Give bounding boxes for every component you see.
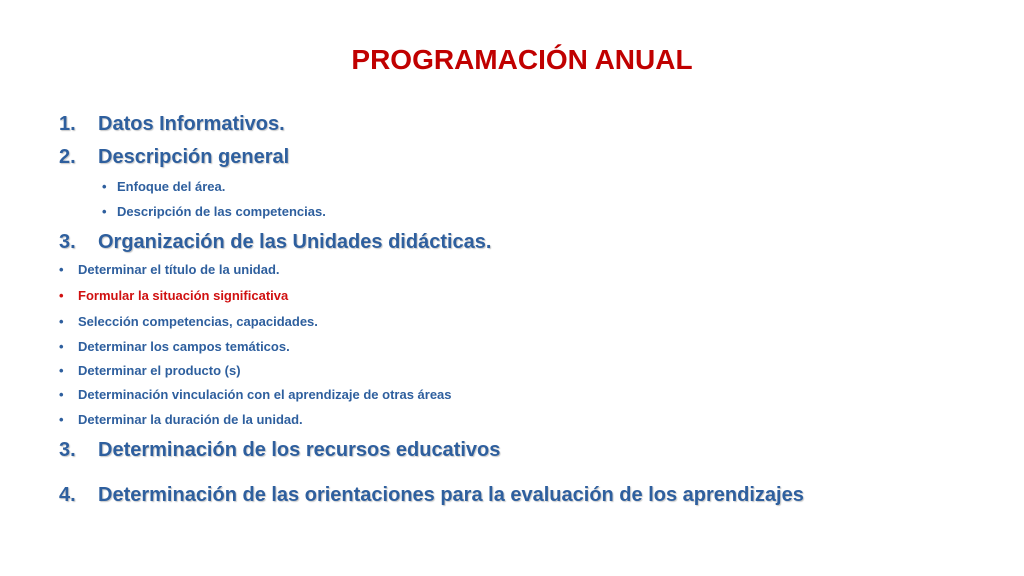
bullet-item-highlighted (59, 286, 288, 306)
bullet-icon: • (59, 387, 64, 402)
item-text: Organización de las Unidades didácticas. (98, 231, 492, 253)
list-item (59, 436, 500, 464)
bullet-icon: • (59, 339, 64, 354)
list-item (59, 481, 804, 509)
bullet-icon: • (59, 363, 64, 378)
bullet-icon: • (59, 412, 64, 427)
list-item (59, 110, 285, 138)
item-number: 3. (59, 231, 76, 253)
item-text: Determinar los campos temáticos. (78, 339, 290, 354)
item-text: Determinación vinculación con el aprendizaje de otras áreas (78, 387, 452, 402)
item-text: Enfoque del área. (117, 179, 226, 194)
sub-list-item (102, 177, 225, 197)
item-text: Selección competencias, capacidades. (78, 314, 318, 329)
item-text: Descripción general (98, 146, 290, 168)
bullet-item (59, 312, 318, 332)
item-text: Determinar el título de la unidad. (78, 262, 280, 277)
bullet-item (59, 410, 303, 430)
bullet-icon: • (102, 204, 107, 219)
bullet-icon: • (102, 179, 107, 194)
sub-list-item (102, 202, 326, 222)
bullet-item (59, 337, 290, 357)
bullet-icon: • (59, 288, 64, 303)
item-number: 4. (59, 484, 76, 506)
item-text: Determinación de los recursos educativos (98, 439, 501, 461)
bullet-icon: • (59, 262, 64, 277)
item-text: Datos Informativos. (98, 113, 285, 135)
list-item (59, 228, 491, 256)
list-item (59, 143, 289, 171)
item-text: Determinar el producto (s) (78, 363, 241, 378)
item-number: 2. (59, 146, 76, 168)
bullet-item (59, 260, 280, 280)
item-number: 3. (59, 439, 76, 461)
item-text: Descripción de las competencias. (117, 204, 326, 219)
item-text: Determinar la duración de la unidad. (78, 412, 303, 427)
slide-title: PROGRAMACIÓN ANUAL (351, 44, 693, 75)
item-number: 1. (59, 113, 76, 135)
bullet-item (59, 385, 452, 405)
bullet-item (59, 361, 241, 381)
item-text: Determinación de las orientaciones para la evaluación de los aprendizajes (98, 484, 804, 506)
item-text: Formular la situación significativa (78, 288, 289, 303)
bullet-icon: • (59, 314, 64, 329)
